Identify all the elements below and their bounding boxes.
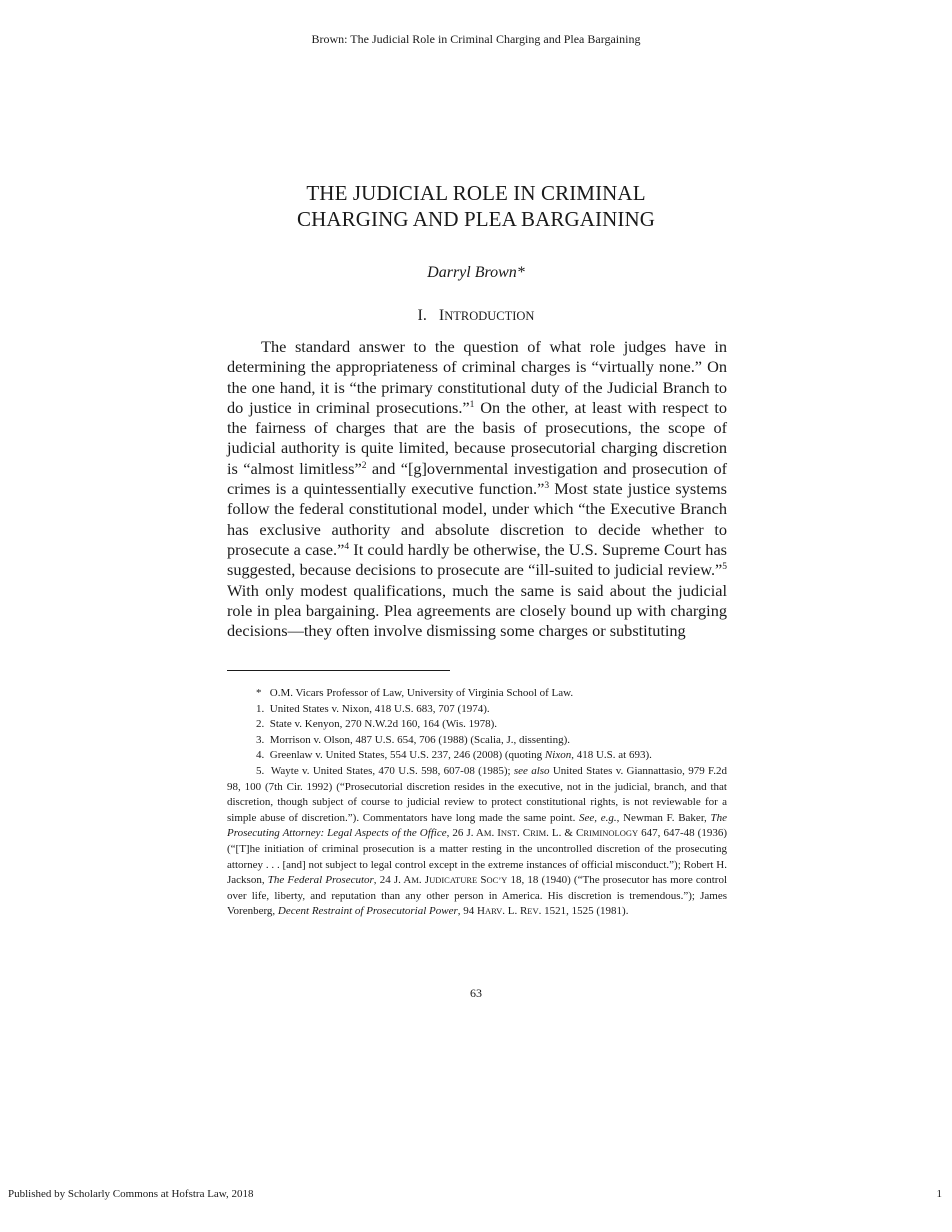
author-name: Darryl Brown* [427, 264, 525, 281]
footnote-mark: * [256, 687, 262, 699]
footnote-text: Morrison v. Olson, 487 U.S. 654, 706 (1988) (Scalia, J., dissenting). [269, 733, 570, 746]
footnote-number: 4. [256, 749, 265, 762]
footnote-1 [227, 702, 727, 718]
footnote-italic: See, e.g. [579, 811, 617, 824]
footnote-text: Wayte v. United States, 470 U.S. 598, 607-08 (1985); [270, 764, 514, 777]
footnote-divider [227, 670, 450, 671]
body-sentence: The standard answer to the question of what role judges have in determining the appropriateness of criminal charges is “virtually none.” On the one hand, it is “the primary constitutional duty of the Judicial Branch to do justice in criminal prosecutions.” [227, 337, 727, 417]
footnote-smallcaps: EV [527, 906, 539, 917]
footnote-4 [227, 748, 727, 764]
body-sentence: It could hardly be otherwise, the U.S. Supreme Court has suggested, because decisions to prosecute are “ill-suited to judicial review.” [227, 539, 728, 580]
footnote-2 [227, 717, 727, 733]
footnote-italic: Decent Restraint of Prosecutorial Power [277, 905, 458, 918]
body-sentence: Most state justice systems follow the federal constitutional model, under which “the Executive Branch has exclusive authority and absolute discretion to decide whether to prosecute a case.” [227, 479, 727, 559]
footnote-text: . I [491, 827, 501, 840]
footnote-smallcaps: M [411, 875, 419, 886]
footnote-smallcaps: NST [500, 828, 517, 839]
footnote-text: Greenlaw v. United States, 554 U.S. 237, 246 (2008) (quoting [269, 749, 545, 762]
footnote-text: 18, 18 (1940) (“The prosecutor has more control over life, liberty, and reputation than any other person in America. His discretion is tremendous.”); James Vorenberg, [227, 874, 727, 918]
section-title-initial: I [438, 307, 445, 324]
footer-publisher: Published by Scholarly Commons at Hofstra Law, 2018 [8, 1188, 254, 1200]
footnote-ref[interactable]: 3 [544, 481, 550, 492]
footnote-text: , Newman F. Baker, [616, 811, 711, 824]
footnote-text: , 26 J. A [446, 827, 484, 840]
body-sentence: and “[g]overnmental investigation and prosecution of crimes is a quintessentially executive function.” [227, 458, 728, 499]
footnote-text: S [477, 874, 487, 887]
title-line-2: CHARGING AND PLEA BARGAINING [296, 207, 656, 231]
page-number: 63 [470, 986, 482, 1000]
title-line-1: THE JUDICIAL ROLE IN CRIMINAL [306, 181, 646, 205]
footnote-ref[interactable]: 2 [361, 460, 367, 471]
body-paragraph [227, 337, 727, 641]
footnote-text: United States v. Nixon, 418 U.S. 683, 707 (1974). [269, 702, 490, 715]
body-sentence: With only modest qualifications, much the same is said about the judicial role in plea bargaining. Plea agreements are closely bound up with charging decisions—they often involve dismissing some charges or substituting [227, 580, 727, 641]
footnote-text: United States v. Giannattasio, 979 F.2d 98, 100 (7th Cir. 1992) (“Prosecutorial discretion resides in the executive, not in the judicial, branch, and that discretion, though subject of course to judicial review to protect constitutional rights, is not reviewable for a simple abuse of discretion.”). Commentators have long made the same point. [227, 764, 727, 824]
footnote-smallcaps: UDICATURE [429, 875, 478, 886]
footnote-smallcaps: ARV [484, 906, 503, 917]
footnote-text: , 418 U.S. at 693). [571, 749, 652, 762]
footnote-ref[interactable]: 1 [469, 399, 475, 410]
footnote-text: . C [516, 827, 531, 840]
article-title [0, 180, 952, 232]
section-heading [0, 306, 952, 326]
footnotes [227, 686, 727, 920]
footnote-text: . 1521, 1525 (1981). [538, 905, 629, 918]
footnote-smallcaps: RIMINOLOGY [583, 828, 639, 839]
footnote-text: , 94 H [457, 905, 485, 918]
footnote-text: State v. Kenyon, 270 N.W.2d 160, 164 (Wis. 1978). [269, 718, 498, 731]
footnote-3 [227, 733, 727, 749]
section-numeral: I. [417, 307, 427, 324]
footnote-italic: Nixon [544, 749, 572, 762]
body-sentence: On the other, at least with respect to the fairness of charges that are the basis of prosecutions, the scope of judicial authority is quite limited, because prosecutorial charging discretion is “almost limitless” [227, 397, 727, 478]
footnote-text: O.M. Vicars Professor of Law, University of Virginia School of Law. [269, 687, 574, 699]
footnote-italic: The Federal Prosecutor [267, 874, 374, 887]
footnote-number: 1. [256, 702, 265, 715]
footnote-smallcaps: M [483, 828, 492, 839]
footnote-number: 3. [256, 733, 265, 746]
footnote-smallcaps: OC’Y [486, 875, 508, 886]
footnote-italic: see also [513, 764, 550, 777]
footnote-text: . L. R [502, 905, 528, 918]
footnote-number: 5. [256, 764, 265, 777]
footnote-ref[interactable]: 5 [722, 562, 727, 573]
footnote-italic: The Prosecuting Attorney: Legal Aspects of the Office [227, 811, 727, 840]
footnote-number: 2. [256, 718, 265, 731]
footnote-ref[interactable]: 4 [344, 541, 350, 552]
footnote-text: . L. & C [546, 827, 584, 840]
footnote-5 [227, 764, 727, 920]
footnote-text: . J [418, 874, 430, 887]
footnote-smallcaps: RIM [530, 828, 547, 839]
footnote-text: , 24 J. A [373, 874, 412, 887]
running-header: Brown: The Judicial Role in Criminal Charging and Plea Bargaining [311, 32, 641, 46]
footer-page-number: 1 [936, 1188, 942, 1200]
footnote-text: 647, 647-48 (1936) (“[T]he initiation of criminal prosecution is a matter resting in the uncontrolled discretion of the prosecuting attorney . . . [and] not subject to legal control except in the extreme instances of official misconduct.”); Robert H. Jackson, [227, 827, 727, 887]
footnote-author [227, 686, 727, 702]
section-title-rest: NTRODUCTION [444, 309, 535, 323]
